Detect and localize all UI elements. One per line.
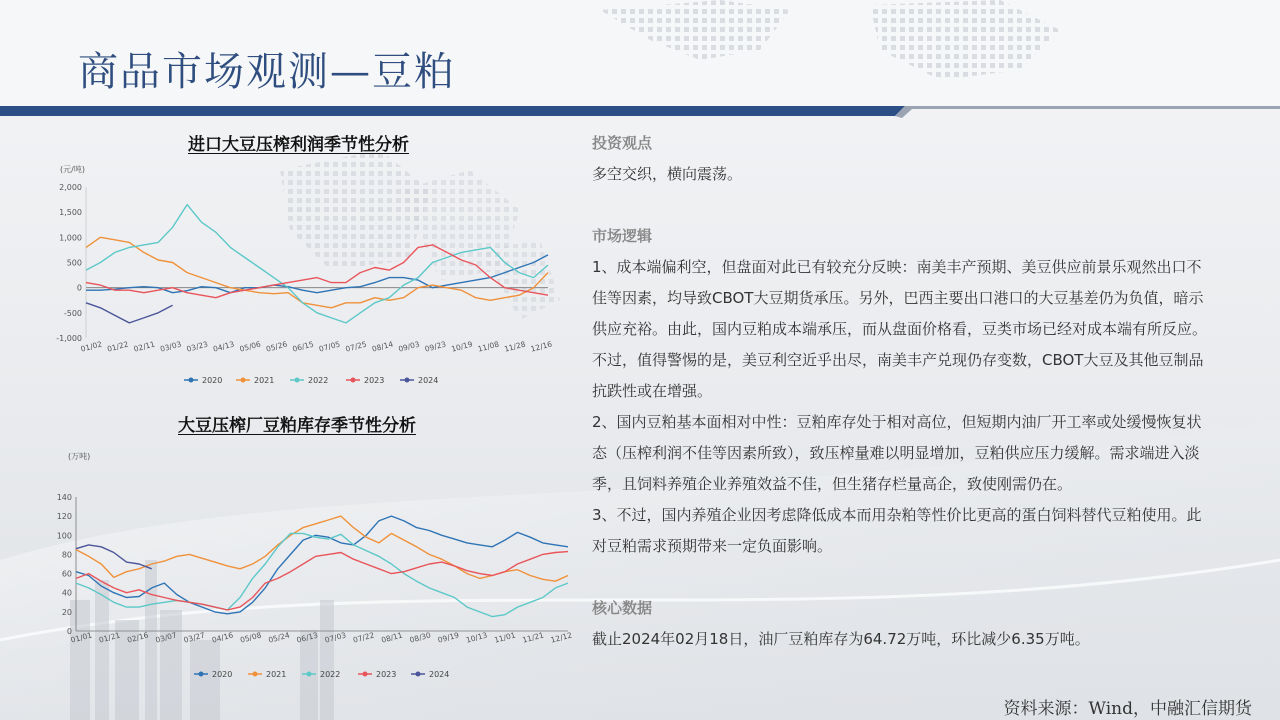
x-tick-label: 09/03 xyxy=(397,339,421,354)
source-note: 资料来源：Wind，中融汇信期货 xyxy=(1003,699,1252,719)
series-line-2024 xyxy=(86,303,173,323)
data-text: 截止2024年02月18日，油厂豆粕库存为64.72万吨，环比减少6.35万吨。 xyxy=(592,630,1090,648)
x-tick-label: 12/12 xyxy=(549,630,573,645)
x-tick-label: 04/16 xyxy=(210,630,235,645)
y-tick-label: 2,000 xyxy=(59,183,82,192)
series-line-2021 xyxy=(76,516,568,581)
x-tick-label: 03/03 xyxy=(159,339,183,354)
x-tick-label: 02/11 xyxy=(132,339,156,354)
series-line-2024 xyxy=(76,545,152,569)
legend-label: 2020 xyxy=(202,376,223,385)
y-tick-label: 100 xyxy=(56,531,72,541)
logic-heading: 市场逻辑 xyxy=(592,227,653,245)
y-tick-label: 500 xyxy=(66,258,82,268)
x-tick-label: 07/05 xyxy=(317,339,342,354)
x-tick-label: 09/19 xyxy=(436,630,461,645)
legend-label: 2024 xyxy=(429,670,450,679)
x-tick-label: 01/21 xyxy=(97,630,122,645)
x-tick-label: 11/08 xyxy=(476,339,501,354)
x-tick-label: 02/16 xyxy=(126,630,150,645)
x-tick-label: 11/01 xyxy=(493,630,517,645)
x-tick-label: 04/13 xyxy=(212,339,236,354)
series-line-2020 xyxy=(86,255,548,293)
analysis-panel xyxy=(592,128,1212,655)
profit-chart-title: 进口大豆压榨利润季节性分析 xyxy=(188,135,409,155)
legend-marker xyxy=(416,672,421,677)
x-tick-label: 01/01 xyxy=(69,630,93,645)
y-tick-label: -500 xyxy=(63,308,82,318)
x-tick-label: 07/03 xyxy=(323,630,348,645)
legend-label: 2021 xyxy=(266,670,287,679)
legend-marker xyxy=(307,672,312,677)
logic-paragraph-1: 1、成本端偏利空，但盘面对此已有较充分反映：南美丰产预期、美豆供应前景乐观然出口不佳等因素，均导致CBOT大豆期货承压。另外，巴西主要出口港口的大豆基差仍为负值，暗示供应充裕。由此，国内豆粕成本端承压，而从盘面价格看，豆类市场已经对成本端有所反应。不过，值得警惕的是，美豆利空近乎出尽，南美丰产兑现仍存变数，CBOT大豆及其他豆制品抗跌性或在增强。 xyxy=(592,258,1208,400)
y-tick-label: 0 xyxy=(76,283,82,293)
series-line-2023 xyxy=(76,552,568,610)
x-tick-label: 06/15 xyxy=(291,339,315,354)
legend-marker xyxy=(253,672,258,677)
x-tick-label: 08/30 xyxy=(408,630,432,645)
y-tick-label: 120 xyxy=(56,512,72,522)
legend-marker xyxy=(241,378,246,383)
series-line-2023 xyxy=(86,245,548,298)
legend-label: 2021 xyxy=(254,376,275,385)
x-tick-label: 07/22 xyxy=(352,630,376,645)
x-tick-label: 07/25 xyxy=(344,339,368,354)
legend-marker xyxy=(351,378,356,383)
x-tick-label: 08/14 xyxy=(370,339,395,354)
inventory-chart-title: 大豆压榨厂豆粕库存季节性分析 xyxy=(178,416,416,436)
y-unit-label: (元/吨) xyxy=(60,165,85,174)
series-line-2021 xyxy=(86,237,548,307)
x-tick-label: 03/07 xyxy=(154,630,178,645)
y-tick-label: 1,000 xyxy=(59,233,82,243)
y-tick-label: 20 xyxy=(61,607,72,617)
x-tick-label: 03/23 xyxy=(185,339,209,354)
logic-paragraph-2: 2、国内豆粕基本面相对中性：豆粕库存处于相对高位，但短期内油厂开工率或处缓慢恢复状态（压榨利润不佳等因素所致），致压榨量难以明显增加，豆粕供应压力缓解。需求端进入淡季，且饲料养殖企业养殖效益不佳，但生猪存栏量高企，致使刚需仍在。 xyxy=(592,413,1202,493)
legend-marker xyxy=(295,378,300,383)
legend-label: 2023 xyxy=(376,670,397,679)
x-tick-label: 05/26 xyxy=(265,339,289,354)
legend-marker xyxy=(199,672,204,677)
x-tick-label: 11/21 xyxy=(521,630,545,645)
legend-label: 2022 xyxy=(308,376,329,385)
logic-paragraph-3: 3、不过，国内养殖企业因考虑降低成本而用杂粕等性价比更高的蛋白饲料替代豆粕使用。此对豆粕需求预期带来一定负面影响。 xyxy=(592,506,1202,555)
data-heading: 核心数据 xyxy=(592,599,653,617)
y-tick-label: 0 xyxy=(66,627,72,636)
y-unit-label: (万吨) xyxy=(68,452,91,461)
y-tick-label: 40 xyxy=(61,588,72,598)
legend-label: 2020 xyxy=(212,670,233,679)
y-tick-label: 140 xyxy=(56,493,72,502)
y-tick-label: 60 xyxy=(61,569,72,579)
y-tick-label: 1,500 xyxy=(59,208,82,218)
y-tick-label: 80 xyxy=(61,550,72,560)
x-tick-label: 10/13 xyxy=(465,630,489,645)
x-tick-label: 06/13 xyxy=(295,630,319,645)
x-tick-label: 09/23 xyxy=(423,339,448,354)
legend-label: 2022 xyxy=(320,670,341,679)
x-tick-label: 10/19 xyxy=(450,339,474,354)
legend-marker xyxy=(189,378,194,383)
x-tick-label: 08/11 xyxy=(380,630,404,645)
x-tick-label: 01/22 xyxy=(106,339,130,354)
legend-label: 2023 xyxy=(364,376,385,385)
legend-marker xyxy=(405,378,410,383)
x-tick-label: 01/02 xyxy=(79,339,103,354)
view-text: 多空交织，横向震荡。 xyxy=(592,165,743,183)
x-tick-label: 05/24 xyxy=(267,630,291,645)
x-tick-label: 03/27 xyxy=(182,630,206,645)
x-tick-label: 05/08 xyxy=(239,630,263,645)
y-tick-label: -1,000 xyxy=(56,334,82,343)
legend-marker xyxy=(363,672,368,677)
x-tick-label: 12/16 xyxy=(529,339,553,354)
x-tick-label: 05/06 xyxy=(238,339,262,354)
x-tick-label: 11/28 xyxy=(503,339,527,354)
page-title: 商品市场观测—豆粕 xyxy=(78,49,456,95)
view-heading: 投资观点 xyxy=(592,134,653,152)
legend-label: 2024 xyxy=(418,376,439,385)
